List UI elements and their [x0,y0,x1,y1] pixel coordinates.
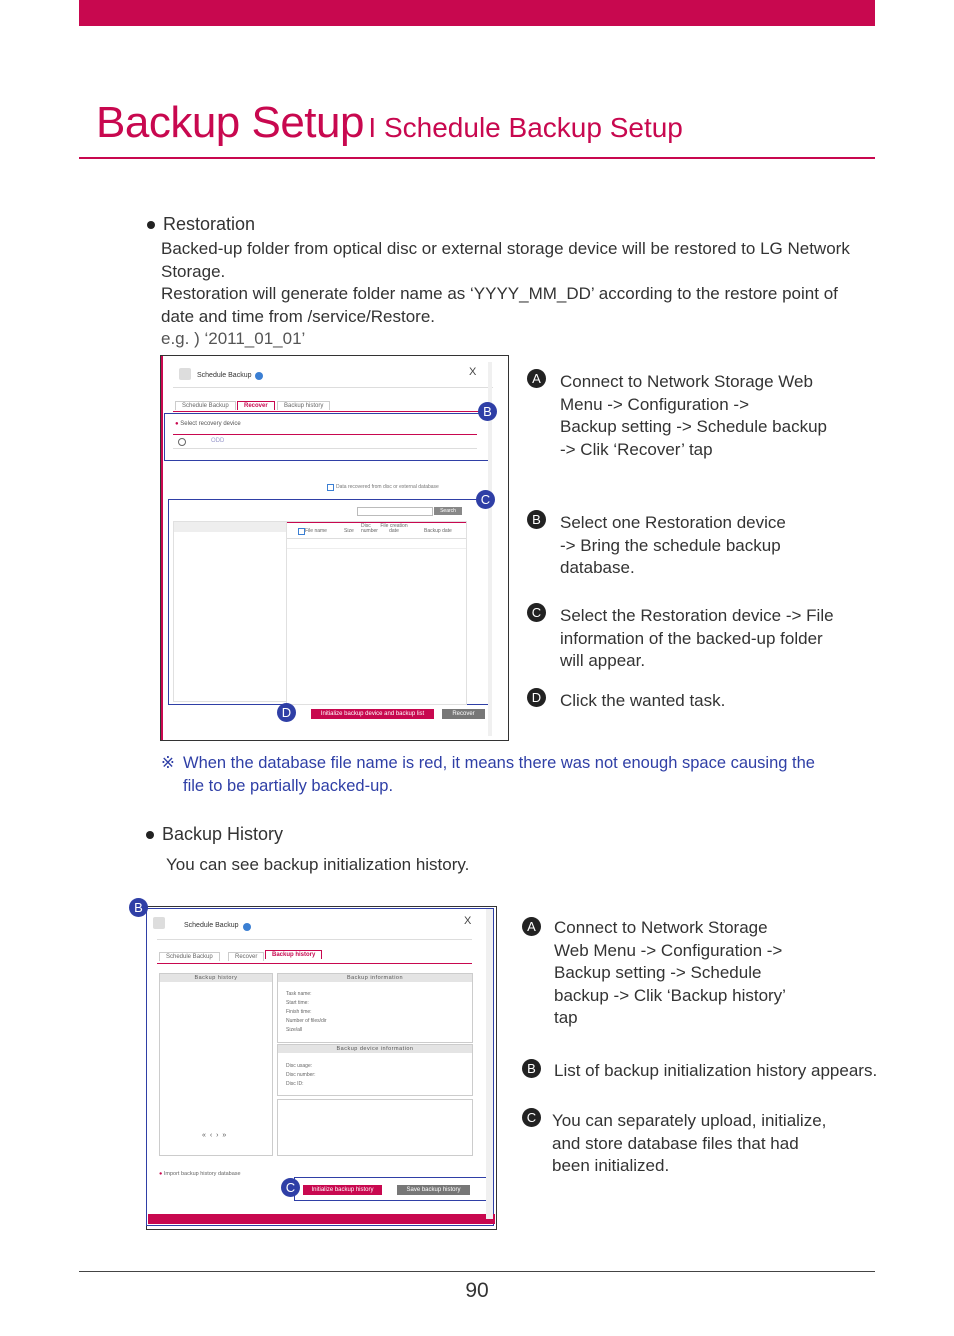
file-list-panel [286,521,467,705]
window-edge [161,356,163,740]
history-list-panel [159,973,273,1156]
app-icon [153,917,165,929]
tab-underline [157,963,472,964]
marker-b: B [478,402,497,421]
file-list-topline [287,522,466,523]
help-icon[interactable] [243,923,251,931]
search-input[interactable] [357,507,433,516]
title-main: Backup Setup [96,98,364,147]
step-d-text: Click the wanted task. [560,691,726,710]
backup-info-panel [277,973,473,1043]
info-item: Start time: [286,1000,309,1006]
device-name: ODD [211,438,225,444]
extra-panel [277,1099,473,1156]
step-marker-b: B [527,510,546,529]
device-item: Disc usage: [286,1063,313,1069]
step-a-text: Connect to Network Storage Web Menu -> Configuration -> Backup setting -> Schedule backup -> Clik ‘Recover’ tap [560,372,827,459]
bullet-icon [147,221,155,229]
marker-d: D [277,703,296,722]
device-info-panel [277,1044,473,1096]
col-file-creation-date: File creation date [380,523,408,534]
step-c-text: Select the Restoration device -> File information of the backed-up folder will appear. [560,606,834,670]
history-description: You can see backup initialization history. [166,855,470,874]
tab-underline [173,411,493,412]
history-screenshot [146,906,497,1230]
select-all-checkbox[interactable] [298,528,305,535]
title-sub: I Schedule Backup Setup [368,112,683,143]
tab-recover[interactable]: Recover [228,952,264,961]
close-icon[interactable]: X [469,366,477,378]
select-device-label: ● Select recovery device [175,421,241,427]
device-radio[interactable] [178,438,186,446]
window-footer-bar [148,1214,495,1224]
marker-c: C [281,1178,300,1197]
divider [173,387,493,388]
step-marker-c: C [522,1108,541,1127]
device-item: Disc ID: [286,1081,304,1087]
page-title [96,98,683,148]
marker-b: B [129,898,148,917]
initialize-device-button[interactable]: Initialize backup device and backup list [311,709,434,719]
marker-c: C [476,490,495,509]
header-divider [287,538,466,539]
step-marker-b: B [522,1059,541,1078]
pager-controls[interactable]: « ‹ › » [202,1132,228,1139]
restore-screenshot [160,355,509,741]
device-table-bottom [173,448,477,449]
window-title: Schedule Backup [197,372,252,379]
col-backup-date: Backup date [424,528,452,534]
step-marker-a: A [522,917,541,936]
device-item: Disc number: [286,1072,316,1078]
col-disc-number: Disc number [361,523,378,534]
device-info-title: Backup device information [278,1045,472,1053]
note-symbol: ※ [161,754,175,772]
row-divider [287,548,466,549]
help-icon[interactable] [255,372,263,380]
save-history-button[interactable]: Save backup history [397,1185,470,1195]
step-marker-c: C [527,603,546,622]
restoration-heading: Restoration [147,214,255,235]
info-item: Size/all [286,1027,303,1033]
restoration-description: Backed-up folder from optical disc or external storage device will be restored to LG Network Storage. Restoration will generate folder name as ‘YYYY_MM_DD’ according to the restore point of date and time from /service/Restore. e.g. ) ‘2011_01_01’ [161,238,851,351]
footer-rule [79,1271,875,1272]
import-history-link[interactable]: ● Import backup history database [159,1171,241,1177]
info-item: Number of files/dir [286,1018,327,1024]
bullet-icon [146,831,154,839]
tab-backup-history[interactable]: Backup history [277,401,330,410]
device-table-top [173,434,477,435]
history-step-c-text: You can separately upload, initialize, and store database files that had been initialized. [552,1111,827,1175]
window-title: Schedule Backup [184,922,239,929]
history-list-title: Backup history [160,974,272,982]
top-color-bar [79,0,875,26]
restoration-example: e.g. ) ‘2011_01_01’ [161,329,306,348]
device-tree-header [174,522,286,532]
history-step-a-text: Connect to Network Storage Web Menu -> Configuration -> Backup setting -> Schedule backup -> Clik ‘Backup history’ tap [554,918,786,1027]
history-heading: Backup History [146,824,283,845]
recover-button[interactable]: Recover [442,709,485,719]
divider [157,939,472,940]
close-icon[interactable]: X [464,915,472,927]
checkbox-label: Data recovered from disc or external database [336,484,439,490]
backup-info-title: Backup information [278,974,472,982]
data-recovered-checkbox[interactable] [327,484,334,491]
step-marker-a: A [527,369,546,388]
note-text: When the database file name is red, it means there was not enough space causing the file to be partially backed-up. [183,754,815,795]
initialize-history-button[interactable]: Initialize backup history [303,1185,382,1195]
scrollbar[interactable] [486,909,493,1219]
page-number: 90 [465,1279,489,1302]
tab-recover[interactable]: Recover [237,401,275,410]
tab-backup-history[interactable]: Backup history [265,950,322,959]
tab-schedule-backup[interactable]: Schedule Backup [159,952,220,961]
app-icon [179,368,191,380]
info-item: Finish time: [286,1009,312,1015]
col-file-name: File name [305,528,327,534]
tab-schedule-backup[interactable]: Schedule Backup [175,401,236,410]
step-marker-d: D [527,688,546,707]
device-tree-panel [173,521,287,702]
history-step-b-text: List of backup initialization history appears. [554,1061,878,1080]
title-rule [79,157,875,159]
search-button[interactable]: Search [434,507,462,515]
step-b-text: Select one Restoration device -> Bring the schedule backup database. [560,513,786,577]
col-size: Size [344,528,354,534]
info-item: Task name: [286,991,312,997]
